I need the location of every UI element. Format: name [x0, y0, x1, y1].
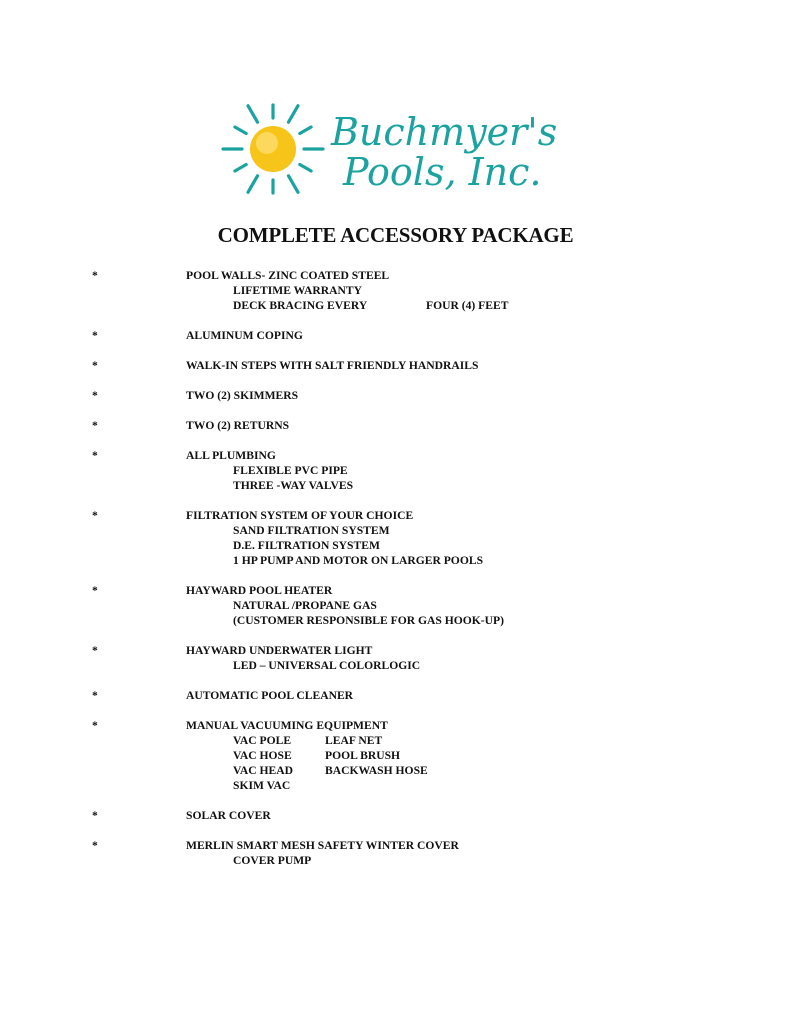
item-detail: VAC HOSE [233, 749, 292, 762]
bullet-icon: * [92, 509, 98, 522]
company-logo [203, 97, 588, 209]
sun-ray [300, 165, 311, 172]
list-item [0, 388, 791, 403]
item-detail-row [0, 298, 791, 313]
list-item [0, 448, 791, 493]
item-detail: FOUR (4) FEET [426, 299, 509, 312]
bullet-icon: * [92, 449, 98, 462]
list-item [0, 358, 791, 373]
item-detail: D.E. FILTRATION SYSTEM [233, 539, 380, 552]
item-detail-row [0, 733, 791, 748]
item-detail-row [0, 778, 791, 793]
item-detail: COVER PUMP [233, 854, 312, 867]
sun-logo-icon [203, 97, 588, 209]
item-detail: 1 HP PUMP AND MOTOR ON LARGER POOLS [233, 554, 484, 567]
bullet-icon: * [92, 839, 98, 852]
item-title: AUTOMATIC POOL CLEANER [186, 689, 354, 702]
sun-ray [289, 106, 299, 123]
bullet-icon: * [92, 389, 98, 402]
page-title: COMPLETE ACCESSORY PACKAGE [217, 223, 574, 247]
item-title: MERLIN SMART MESH SAFETY WINTER COVER [186, 839, 459, 852]
item-detail: LEAF NET [325, 734, 383, 747]
item-detail: DECK BRACING EVERY [233, 299, 368, 312]
item-detail: NATURAL /PROPANE GAS [233, 599, 377, 612]
list-item [0, 808, 791, 823]
list-item [0, 508, 791, 568]
sun-ray [300, 127, 311, 134]
sun-ray [248, 176, 258, 193]
sun-ray [235, 165, 246, 172]
item-title: POOL WALLS- ZINC COATED STEEL [186, 269, 390, 282]
list-item [0, 418, 791, 433]
item-title: MANUAL VACUUMING EQUIPMENT [186, 719, 388, 732]
item-detail: THREE -WAY VALVES [233, 479, 354, 492]
bullet-icon: * [92, 719, 98, 732]
bullet-icon: * [92, 359, 98, 372]
item-detail: (CUSTOMER RESPONSIBLE FOR GAS HOOK-UP) [233, 614, 504, 627]
list-item [0, 688, 791, 703]
bullet-icon: * [92, 269, 98, 282]
item-title: HAYWARD UNDERWATER LIGHT [186, 644, 373, 657]
item-detail: VAC HEAD [233, 764, 294, 777]
item-title: ALL PLUMBING [186, 449, 276, 462]
bullet-icon: * [92, 584, 98, 597]
bullet-icon: * [92, 419, 98, 432]
item-title: ALUMINUM COPING [186, 329, 303, 342]
logo-name-line1: Buchmyer's [331, 110, 558, 154]
list-item [0, 643, 791, 673]
bullet-icon: * [92, 329, 98, 342]
sun-ray [248, 106, 258, 123]
item-detail: POOL BRUSH [325, 749, 401, 762]
item-detail: LIFETIME WARRANTY [233, 284, 362, 297]
item-detail: FLEXIBLE PVC PIPE [233, 464, 348, 477]
item-detail: SKIM VAC [233, 779, 291, 792]
list-item [0, 268, 791, 313]
list-item [0, 583, 791, 628]
item-detail: LED – UNIVERSAL COLORLOGIC [233, 659, 421, 672]
item-title: WALK-IN STEPS WITH SALT FRIENDLY HANDRAILS [186, 359, 479, 372]
item-detail: SAND FILTRATION SYSTEM [233, 524, 390, 537]
bullet-icon: * [92, 644, 98, 657]
item-title: TWO (2) SKIMMERS [186, 389, 299, 402]
item-title: SOLAR COVER [186, 809, 271, 822]
item-detail-row [0, 748, 791, 763]
item-title: TWO (2) RETURNS [186, 419, 290, 432]
item-detail: BACKWASH HOSE [325, 764, 428, 777]
list-item [0, 718, 791, 793]
logo-name-line2: Pools, Inc. [343, 150, 542, 194]
list-item [0, 838, 791, 868]
item-detail: VAC POLE [233, 734, 292, 747]
bullet-icon: * [92, 689, 98, 702]
accessory-list [0, 268, 791, 883]
sun-ray [235, 127, 246, 134]
item-title: FILTRATION SYSTEM OF YOUR CHOICE [186, 509, 414, 522]
sun-ray [289, 176, 299, 193]
list-item [0, 328, 791, 343]
item-title: HAYWARD POOL HEATER [186, 584, 333, 597]
item-detail-row [0, 763, 791, 778]
bullet-icon: * [92, 809, 98, 822]
